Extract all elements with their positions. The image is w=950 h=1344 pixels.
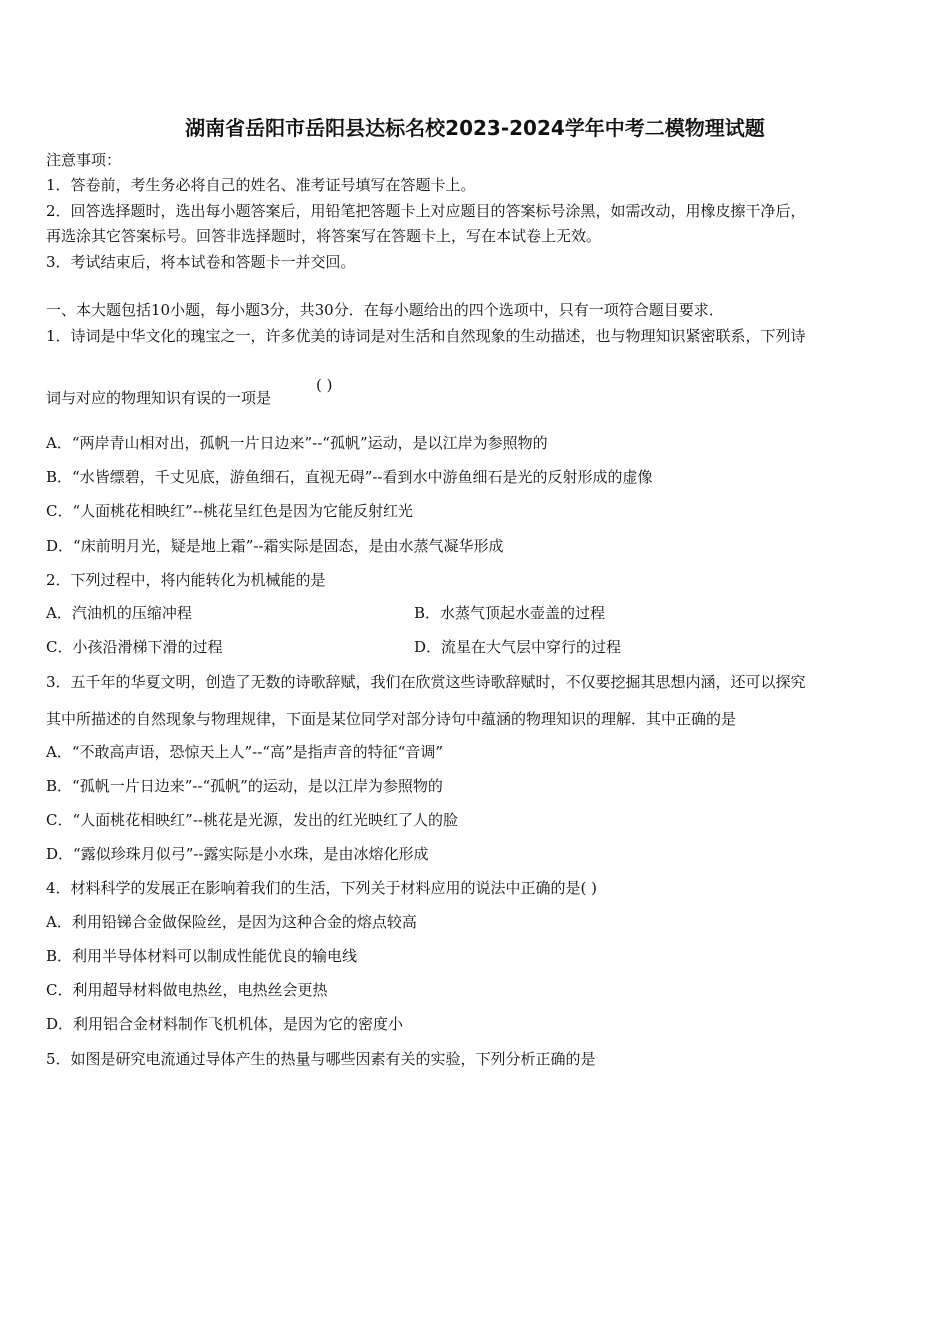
q4-option-a: A．利用铅锑合金做保险丝，是因为这种合金的熔点较高 bbox=[46, 913, 417, 931]
q1-stem-line1: 1．诗词是中华文化的瑰宝之一，许多优美的诗词是对生活和自然现象的生动描述，也与物理知识紧密联系，下列诗 bbox=[46, 327, 806, 345]
q2-option-c: C．小孩沿滑梯下滑的过程 bbox=[46, 638, 223, 656]
q3-option-c: C．“人面桃花相映红”--桃花是光源，发出的红光映红了人的脸 bbox=[46, 811, 458, 829]
q1-option-d: D．“床前明月光，疑是地上霜”--霜实际是固态，是由水蒸气凝华形成 bbox=[46, 537, 504, 555]
q2-option-a: A．汽油机的压缩冲程 bbox=[46, 604, 192, 622]
q4-option-d: D．利用铝合金材料制作飞机机体，是因为它的密度小 bbox=[46, 1015, 404, 1033]
q3-stem-line2: 其中所描述的自然现象与物理规律，下面是某位同学对部分诗句中蕴涵的物理知识的理解．其中正确的是 bbox=[46, 710, 737, 728]
q1-option-a: A．“两岸青山相对出，孤帆一片日边来”--“孤帆”运动，是以江岸为参照物的 bbox=[46, 434, 548, 452]
notice-item-2-cont: 再选涂其它答案标号。回答非选择题时，将答案写在答题卡上，写在本试卷上无效。 bbox=[46, 227, 602, 245]
q3-option-b: B．“孤帆一片日边来”--“孤帆”的运动，是以江岸为参照物的 bbox=[46, 777, 443, 795]
q1-option-c: C．“人面桃花相映红”--桃花呈红色是因为它能反射红光 bbox=[46, 502, 413, 520]
q5-stem: 5．如图是研究电流通过导体产生的热量与哪些因素有关的实验，下列分析正确的是 bbox=[46, 1050, 596, 1068]
section-heading: 一、本大题包括10小题，每小题3分，共30分．在每小题给出的四个选项中，只有一项符合题目要求． bbox=[46, 301, 724, 319]
q3-option-a: A．“不敢高声语，恐惊天上人”--“高”是指声音的特征“音调” bbox=[46, 743, 443, 761]
notice-item-1: 1．答卷前，考生务必将自己的姓名、准考证号填写在答题卡上。 bbox=[46, 176, 476, 194]
notice-item-2: 2．回答选择题时，选出每小题答案后，用铅笔把答题卡上对应题目的答案标号涂黑，如需改动，用橡皮擦干净后， bbox=[46, 202, 806, 220]
q3-stem-line1: 3．五千年的华夏文明，创造了无数的诗歌辞赋，我们在欣赏这些诗歌辞赋时，不仅要挖掘其思想内涵，还可以探究 bbox=[46, 673, 806, 691]
q4-option-c: C．利用超导材料做电热丝，电热丝会更热 bbox=[46, 981, 328, 999]
notice-item-3: 3．考试结束后，将本试卷和答题卡一并交回。 bbox=[46, 253, 356, 271]
q3-option-d: D．“露似珍珠月似弓”--露实际是小水珠，是由冰熔化形成 bbox=[46, 845, 429, 863]
q4-stem: 4．材料科学的发展正在影响着我们的生活，下列关于材料应用的说法中正确的是( ) bbox=[46, 879, 598, 897]
q1-stem-line2: 词与对应的物理知识有误的一项是 bbox=[46, 389, 272, 407]
q2-option-b: B．水蒸气顶起水壶盖的过程 bbox=[414, 604, 606, 622]
q1-option-b: B．“水皆缥碧，千丈见底，游鱼细石，直视无碍”--看到水中游鱼细石是光的反射形成的虚像 bbox=[46, 468, 653, 486]
q1-answer-parens: ( ) bbox=[316, 376, 333, 394]
q4-option-b: B．利用半导体材料可以制成性能优良的输电线 bbox=[46, 947, 358, 965]
page-title: 湖南省岳阳市岳阳县达标名校2023-2024学年中考二模物理试题 bbox=[185, 116, 765, 140]
q2-option-d: D．流星在大气层中穿行的过程 bbox=[414, 638, 622, 656]
notice-heading: 注意事项： bbox=[46, 151, 122, 169]
q2-stem: 2．下列过程中，将内能转化为机械能的是 bbox=[46, 571, 326, 589]
